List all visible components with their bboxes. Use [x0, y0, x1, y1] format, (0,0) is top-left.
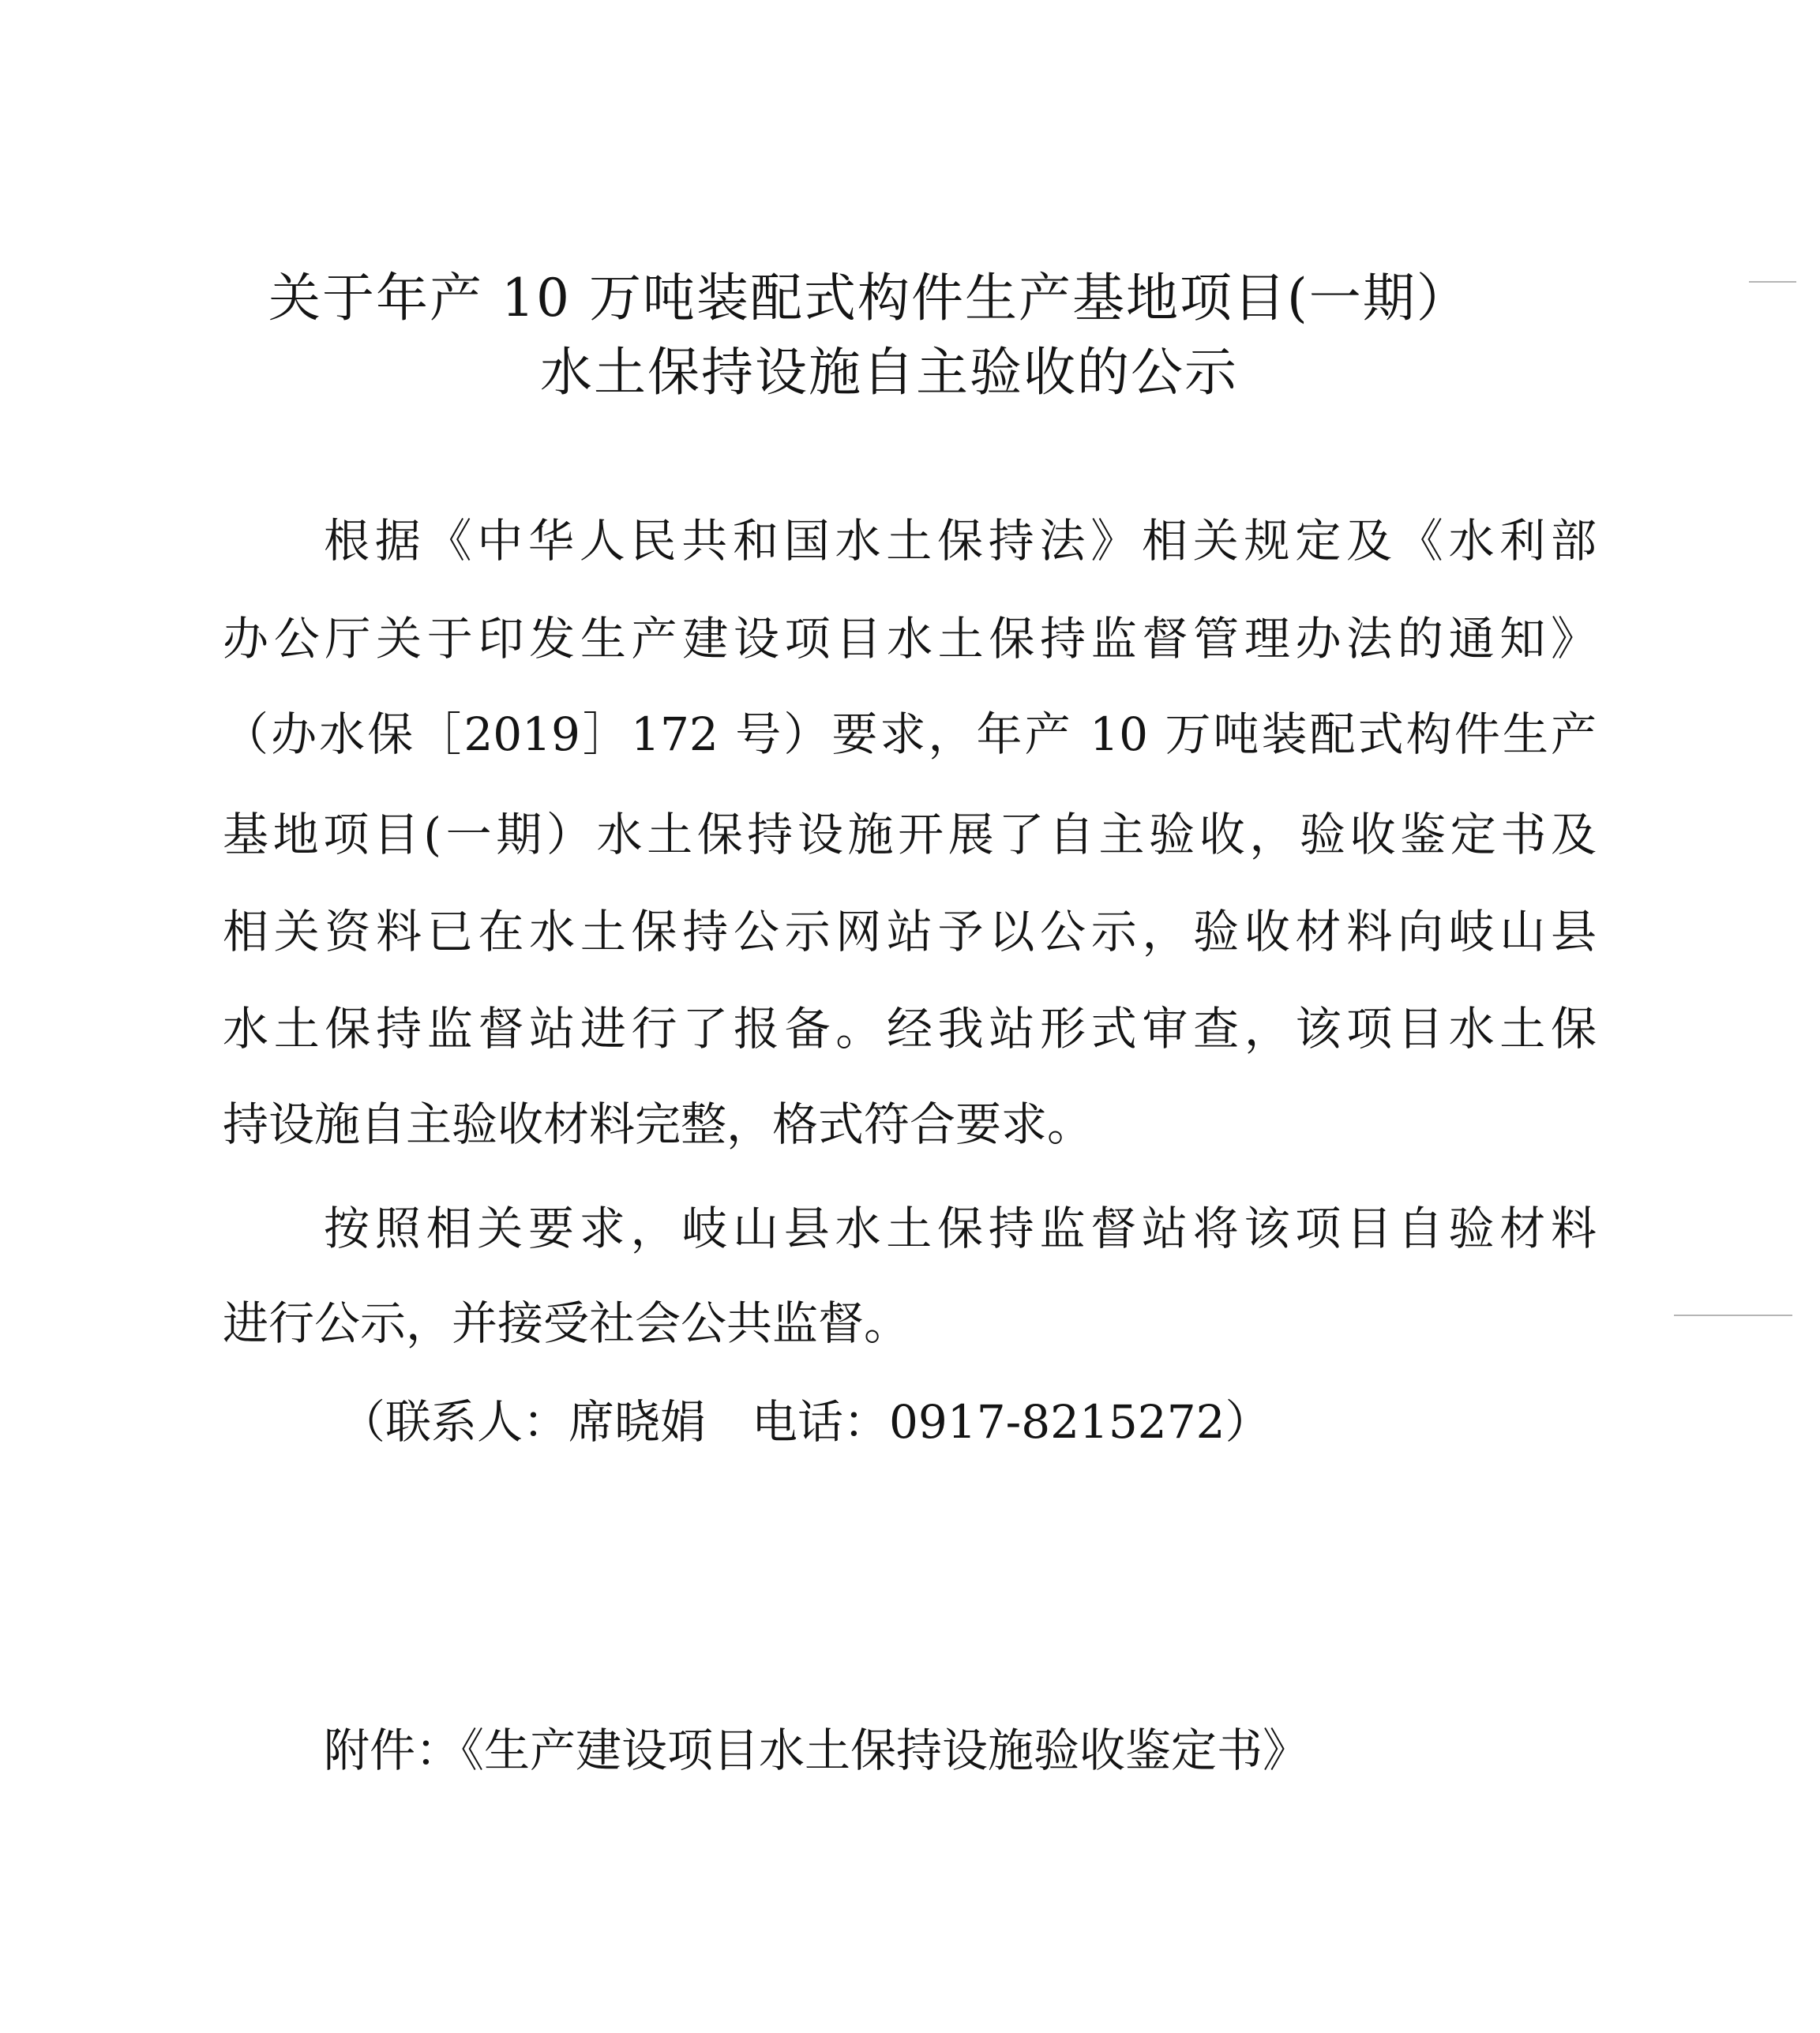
contact-info: （联系人：席晓娟 电话：0917-8215272）: [340, 1395, 1271, 1449]
paragraph-2-line: 按照相关要求，岐山县水土保持监督站将该项目自验材料: [324, 1202, 1597, 1255]
paragraph-2-line: 进行公示，并接受社会公共监督。: [223, 1296, 910, 1350]
paragraph-1-line: 持设施自主验收材料完整，格式符合要求。: [223, 1097, 1094, 1151]
paragraph-1-line: （办水保［2019］172 号）要求，年产 10 万吨装配式构件生产: [223, 707, 1597, 761]
scan-mark: [1674, 1315, 1792, 1316]
paragraph-1-line: 相关资料已在水土保持公示网站予以公示，验收材料向岐山县: [223, 905, 1597, 958]
document-title-line-1: 关于年产 10 万吨装配式构件生产基地项目(一期）: [268, 268, 1470, 328]
paragraph-1-line: 水土保持监督站进行了报备。经我站形式审查，该项目水土保: [223, 1002, 1597, 1056]
document-title-line-2: 水土保持设施自主验收的公示: [540, 342, 1238, 403]
paragraph-1-line: 根据《中华人民共和国水土保持法》相关规定及《水利部: [324, 514, 1597, 568]
paragraph-1-line: 基地项目(一期）水土保持设施开展了自主验收，验收鉴定书及: [223, 808, 1597, 861]
attachment-note: 附件：《生产建设项目水土保持设施验收鉴定书》: [324, 1724, 1309, 1777]
scan-mark: [1749, 281, 1796, 283]
paragraph-1-line: 办公厅关于印发生产建设项目水土保持监督管理办法的通知》: [223, 612, 1597, 666]
